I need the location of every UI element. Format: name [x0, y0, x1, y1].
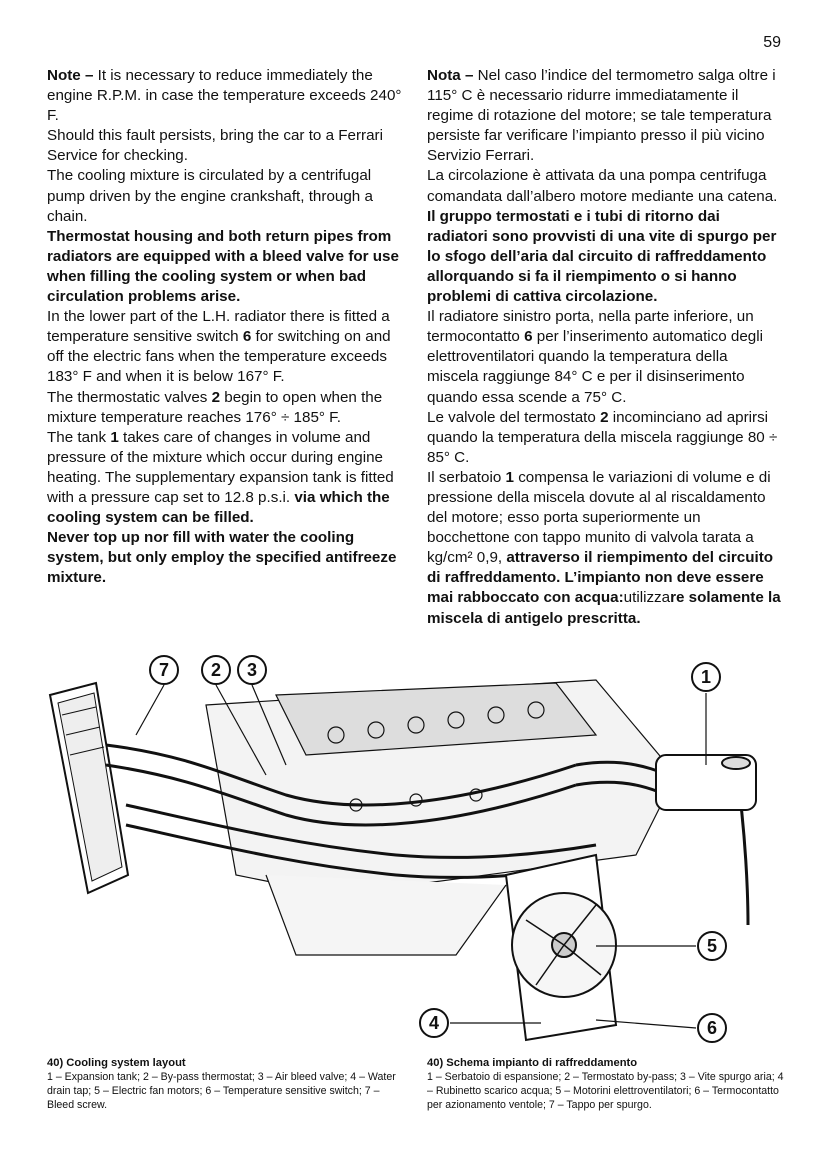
callout-2: [202, 656, 230, 684]
text-run: The tank: [47, 428, 111, 446]
right-radiator: [506, 855, 616, 1040]
callout-label: 5: [706, 936, 718, 956]
text-run: incominciano ad aprirsi quando la temperatura della miscela raggiunge 80 ÷ 85° C.: [427, 408, 778, 466]
callout-label: 6: [706, 1018, 718, 1038]
figure-caption-english: [47, 1056, 407, 1112]
text-run: In the lower part of the L.H. radiator there is fitted a temperature sensitive switch: [47, 308, 390, 346]
text-run: compensa le variazioni di volume e di pressione della miscela dovute al al riscaldamento del motore; esso porta superiormente un bocchettone con tappo munito di valvola tarata a kg/cm² 0,9,: [427, 468, 771, 567]
italian-column: [427, 66, 783, 629]
paragraph: The cooling mixture is circulated by a centrifugal pump driven by the engine crankshaft, through a chain.: [47, 167, 373, 225]
callout-6: [698, 1014, 726, 1042]
paragraph: [427, 307, 783, 407]
ref-number: 2: [600, 408, 609, 426]
bold-run: attraverso il riempimento del circuito di raffreddamento. L’impianto non deve essere mai rabboccato con acqua:: [427, 549, 774, 607]
caption-text: 1 – Expansion tank; 2 – By-pass thermostat; 3 – Air bleed valve; 4 – Water drain tap; 5 – Electric fan motors; 6 – Temperature sensitive switch; 7 – Bleed screw.: [47, 1071, 396, 1111]
note-label: Note –: [47, 67, 94, 84]
paragraph: La circolazione è attivata da una pompa centrifuga comandata dall’albero motore mediante una catena.: [427, 167, 778, 205]
paragraph: [47, 428, 403, 528]
callout-label: 4: [428, 1013, 440, 1033]
bold-paragraph: Il gruppo termostati e i tubi di ritorno dai radiatori sono provvisti di una vite di spurgo per lo sfogo dell’aria dal circuito di raffreddamento allorquando si fa il riempimento o si hanno problemi di cattiva circolazione.: [427, 207, 777, 306]
paragraph: [47, 388, 403, 428]
callout-label: 7: [158, 660, 170, 680]
callout-7: [150, 656, 178, 684]
caption-title: 40) Cooling system layout: [47, 1057, 186, 1069]
text-run: Il radiatore sinistro porta, nella parte inferiore, un termocontatto: [427, 308, 754, 346]
figure-caption-italian: [427, 1056, 789, 1112]
text-run: The thermostatic valves: [47, 388, 212, 406]
callout-1: [692, 663, 720, 691]
ref-number: 1: [110, 428, 119, 446]
callout-5: [698, 932, 726, 960]
paragraph: Should this fault persists, bring the car to a Ferrari Service for checking.: [47, 127, 383, 165]
paragraph: [427, 468, 783, 629]
text-run: takes care of changes in volume and pressure of the mixture which occur during engine heating. The supplementary expansion tank is fitted with a pressure cap set to 12.8 p.s.i.: [47, 428, 394, 506]
text-run: Le valvole del termostato: [427, 408, 601, 426]
note-paragraph: [427, 66, 783, 166]
note-text: Nel caso l’indice del termometro salga oltre i 115° C è necessario ridurre immediatamente il regime di rotazione del motore; se tale temperatura persiste far verificare l’impianto presso il più vicino Servizio Ferrari.: [427, 67, 776, 165]
cooling-system-illustration: [36, 655, 796, 1045]
callout-label: 3: [246, 660, 258, 680]
note-paragraph: [47, 66, 403, 126]
ref-number: 1: [505, 468, 514, 486]
paragraph: [47, 307, 403, 387]
english-column: [47, 66, 403, 588]
ref-number: 2: [211, 388, 221, 406]
left-radiator: [50, 683, 128, 893]
bold-paragraph: Thermostat housing and both return pipes from radiators are equipped with a bleed valve for use when filling the cooling system or when bad circulation problems arise.: [47, 227, 399, 306]
text-run: for switching on and off the electric fans when the temperature exceeds 183° F and when it is below 167° F.: [47, 328, 391, 386]
callout-label: 1: [700, 667, 712, 687]
bold-paragraph: Never top up nor fill with water the cooling system, but only employ the specified antifreeze mixture.: [47, 529, 397, 587]
callout-label: 2: [210, 660, 222, 680]
text-run: Il serbatoio: [427, 468, 506, 486]
text-run: utilizza: [623, 589, 671, 607]
bold-run: re solamente la miscela di antigelo prescritta.: [427, 589, 781, 627]
ref-number: 6: [242, 328, 252, 346]
note-text: It is necessary to reduce immediately the engine R.P.M. in case the temperature exceeds 240° F.: [47, 67, 402, 125]
callout-4: [420, 1009, 448, 1037]
text-run: begin to open when the mixture temperature reaches 176° ÷ 185° F.: [47, 388, 383, 426]
paragraph: [427, 408, 783, 468]
caption-text: 1 – Serbatoio di espansione; 2 – Termostato by-pass; 3 – Vite spurgo aria; 4 – Rubinetto scarico acqua; 5 – Motorini elettroventilatori; 6 – Termocontatto per azionamento ventole; 7 – Tappo per spurgo.: [427, 1071, 784, 1111]
bold-run: via which the cooling system can be filled.: [47, 488, 390, 527]
page-number: 59: [763, 34, 781, 51]
callout-3: [238, 656, 266, 684]
caption-title: 40) Schema impianto di raffreddamento: [427, 1057, 638, 1069]
note-label: Nota –: [427, 67, 474, 84]
text-run: per l’inserimento automatico degli elettroventilatori quando la temperatura della miscela raggiunge 84° C e per il disinserimento quando essa scende a 75° C.: [427, 328, 764, 406]
ref-number: 6: [524, 328, 533, 346]
